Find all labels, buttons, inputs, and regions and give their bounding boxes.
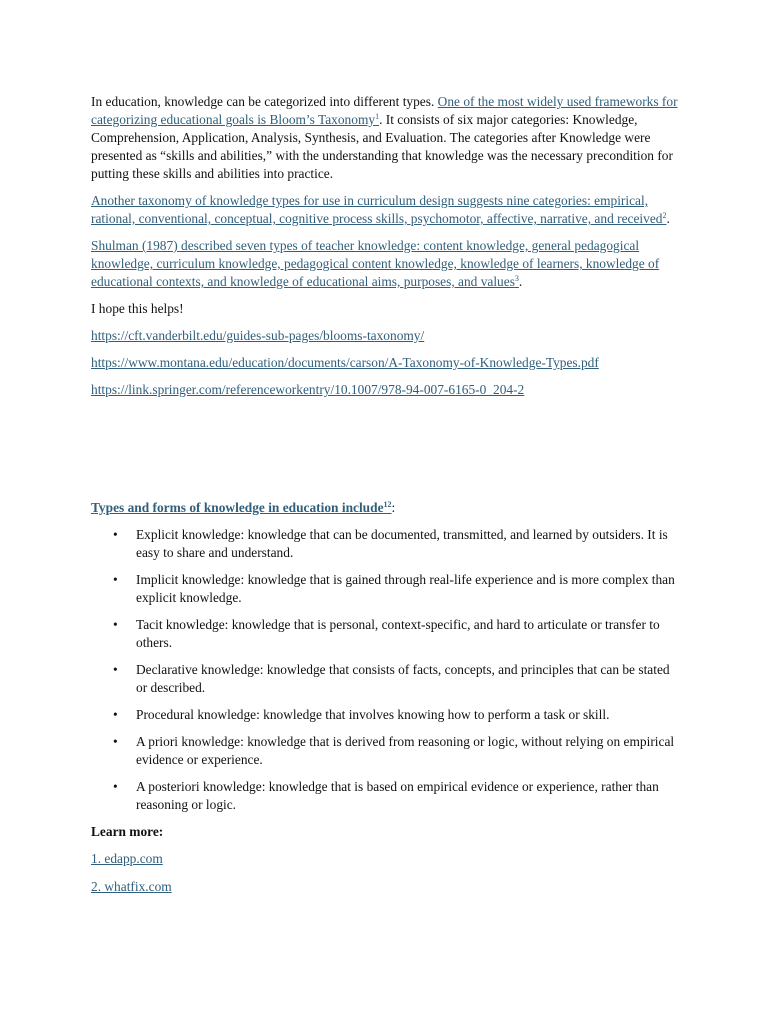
bullet-icon: • [113, 572, 118, 587]
bullet-icon: • [113, 527, 118, 542]
shulman-paragraph: Shulman (1987) described seven types of teacher knowledge: content knowledge, general pedagogical knowledge, curriculum knowledge, pedagogical content knowledge, knowledge of learners, knowledge of educational contexts, and knowledge of educational aims, purposes, and values$^3$. [91, 238, 660, 289]
list-item: • Tacit knowledge: knowledge that is personal, context-specific, and hard to articulate or transfer to others. [113, 617, 660, 650]
list-item: • Implicit knowledge: knowledge that is gained through real-life experience and is more complex than explicit knowledge. [113, 572, 675, 605]
section-heading: Types and forms of knowledge in education include$^{12}$: [91, 500, 396, 515]
closing-text: I hope this helps! [91, 301, 184, 316]
ref-link-edapp[interactable]: 1. edapp.com [91, 851, 163, 866]
blooms-taxonomy-link[interactable]: One of the most widely used frameworks for categorizing educational goals is Bloom’s Taxonomy$^1$ [91, 94, 678, 127]
footnote-1[interactable]: 1 [375, 112, 380, 121]
section-heading-link[interactable]: Types and forms of knowledge in education include$^{12}$ [91, 500, 392, 515]
footnote-3[interactable]: 3 [514, 274, 519, 283]
bullet-icon: • [113, 662, 118, 677]
knowledge-types-list [91, 526, 683, 814]
ref-link-whatfix[interactable]: 2. whatfix.com [91, 879, 172, 894]
url-link-vanderbilt[interactable]: https://cft.vanderbilt.edu/guides-sub-pages/blooms-taxonomy/ [91, 328, 425, 343]
taxonomy-paragraph: Another taxonomy of knowledge types for use in curriculum design suggests nine categories: empirical, rational, conventional, conceptual, cognitive process skills, psychomotor, affective, narrative, and received$^2$. [91, 193, 670, 226]
bullet-icon: • [113, 734, 118, 749]
intro-paragraph [91, 93, 683, 183]
nine-categories-link[interactable]: Another taxonomy of knowledge types for use in curriculum design suggests nine categories: empirical, rational, conventional, conceptual, cognitive process skills, psychomotor, affective, narrative, and received$^2$ [91, 193, 667, 226]
list-item: • Procedural knowledge: knowledge that involves knowing how to perform a task or skill. [113, 707, 610, 722]
footnote-2[interactable]: 2 [662, 211, 667, 220]
list-item: • A posteriori knowledge: knowledge that is based on empirical evidence or experience, rather than reasoning or logic. [113, 779, 659, 812]
document-content [91, 93, 683, 906]
spacer [91, 408, 683, 499]
bullet-icon: • [113, 779, 118, 794]
intro-rest: . It consists of six major categories: Knowledge, Comprehension, Application, Analysis, Synthesis, and Evaluation. The categories after Knowledge were presented as “skills and abilities,” with the understanding that knowledge was the necessary precondition for putting these skills and abilities into practice. [91, 112, 673, 181]
shulman-link[interactable]: Shulman (1987) described seven types of teacher knowledge: content knowledge, general pedagogical knowledge, curriculum knowledge, pedagogical content knowledge, knowledge of learners, knowledge of educational contexts, and knowledge of educational aims, purposes, and values$^3$ [91, 238, 660, 289]
url-link-montana[interactable]: https://www.montana.edu/education/documents/carson/A-Taxonomy-of-Knowledge-Types.pdf [91, 355, 599, 370]
list-item: • Declarative knowledge: knowledge that consists of facts, concepts, and principles that can be stated or described. [113, 662, 670, 695]
bullet-icon: • [113, 617, 118, 632]
list-item: • A priori knowledge: knowledge that is derived from reasoning or logic, without relying on empirical evidence or experience. [113, 734, 675, 767]
footnote-12: 12 [383, 500, 392, 509]
list-item: • Explicit knowledge: knowledge that can be documented, transmitted, and learned by outsiders. It is easy to share and understand. [113, 527, 668, 560]
bullet-icon: • [113, 707, 118, 722]
learn-more-label: Learn more: [91, 824, 164, 839]
intro-text: In education, knowledge can be categorized into different types. [91, 94, 438, 109]
url-link-springer[interactable]: https://link.springer.com/referenceworkentry/10.1007/978-94-007-6165-0_204-2 [91, 382, 525, 397]
